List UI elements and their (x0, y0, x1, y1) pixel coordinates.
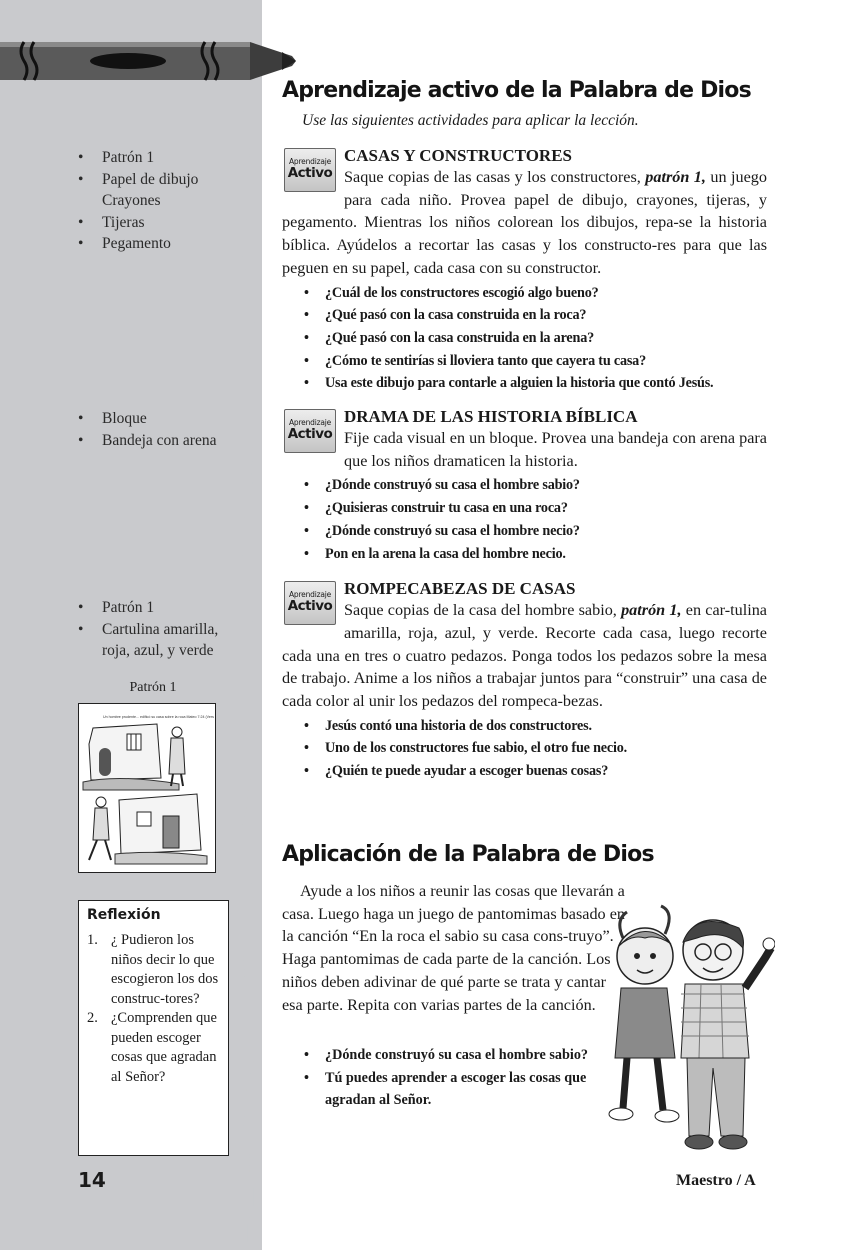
houses-illustration (79, 704, 214, 871)
list-item: • Tijeras (78, 212, 198, 234)
active-learning-badge (284, 409, 336, 453)
list-item: roja, azul, y verde (102, 642, 214, 659)
list-item: • ¿Qué pasó con la casa construida en la roca? (304, 304, 767, 327)
materials-list-1 (78, 147, 198, 255)
list-item: • Pon en la arena la casa del hombre necio. (304, 543, 767, 566)
application-text: Ayude a los niños a reunir las cosas que llevarán a casa. Luego haga un juego de pantomimas basado en la canción “En la roca el sabio su casa cons-truyo”. Haga pantomimas de cada parte de la canción. Los niños deben adivinar de qué parte se trata y cantar esa parte. Repita con varias partes de la canción. (282, 882, 625, 1014)
question-list (282, 282, 767, 396)
list-item: • Jesús contó una historia de dos constructores. (304, 715, 767, 738)
item-text: ¿Comprenden que pueden escoger cosas que agradan al Señor? (111, 1010, 217, 1085)
list-item: • ¿Qué pasó con la casa construida en la arena? (304, 327, 767, 350)
list-item: • Bloque (78, 408, 216, 430)
section-title: Aplicación de la Palabra de Dios (282, 842, 654, 867)
activity-drama (282, 407, 767, 565)
activity-title: CASAS Y CONSTRUCTORES (344, 146, 572, 165)
application-section (282, 840, 772, 1109)
pattern-thumbnail (78, 703, 216, 873)
children-illustration (605, 898, 775, 1158)
list-item: • ¿Quisieras construir tu casa en una roca? (304, 497, 767, 520)
active-learning-badge (284, 148, 336, 192)
list-item: • Usa este dibujo para contarle a alguien la historia que contó Jesús. (304, 372, 767, 395)
item-text: ¿ Pudieron los niños decir lo que escogieron los dos construc-tores? (111, 932, 219, 1007)
list-item: • ¿Dónde construyó su casa el hombre sabio? (304, 1044, 604, 1067)
item-number: 1. (87, 932, 98, 948)
badge-line2: Activo (287, 165, 333, 181)
badge-line1: Aprendizaje (288, 157, 332, 166)
activity-body: Fije cada visual en un bloque. Provea una bandeja con arena para que los niños dramaticen la historia. (344, 429, 767, 470)
crayon-graphic (0, 38, 300, 84)
list-item: • ¿Dónde construyó su casa el hombre necio? (304, 520, 767, 543)
badge-line2: Activo (287, 598, 333, 615)
reflection-box (78, 900, 229, 1156)
list-item: • ¿Dónde construyó su casa el hombre sabio? (304, 474, 767, 497)
materials-list-3 (78, 597, 218, 662)
wavy-edge (236, 0, 276, 1250)
list-item: • Papel de dibujo (78, 169, 198, 191)
list-item: • Uno de los constructores fue sabio, el otro fue necio. (304, 737, 767, 760)
badge-line2: Activo (287, 426, 333, 443)
badge-line1: Aprendizaje (288, 590, 332, 600)
question-list (282, 715, 767, 783)
section-title: Aprendizaje activo de la Palabra de Dios (282, 78, 751, 103)
reflection-list (87, 931, 222, 1087)
activity-casas (282, 146, 767, 395)
question-list (304, 1044, 604, 1112)
activity-rompecabezas (282, 579, 767, 783)
page-number: 14 (78, 1168, 106, 1192)
thumbnail-caption: Un hombre prudente... edificó su casa sobre la roca Mateo 7:24 (Versión) (103, 715, 214, 719)
list-item: • Cartulina amarilla, (78, 619, 218, 641)
list-item: • Pegamento (78, 233, 198, 255)
list-item: • ¿Quién te puede ayudar a escoger buenas cosas? (304, 760, 767, 783)
activity-title: DRAMA DE LAS HISTORIA BÍBLICA (344, 407, 638, 427)
reflection-title: Reflexión (87, 907, 161, 923)
main-content (282, 76, 767, 783)
list-item: • Bandeja con arena (78, 430, 216, 452)
question-list (282, 474, 767, 565)
activity-body: Saque copias de las casas y los constructores, patrón 1, un juego para cada niño. Provea papel de dibujo, crayones, tijeras, y pegamento. Mientras los niños colorean los dibujos, repa-se la historia bíblica. Ayúdelos a recortar las casas y los constructo-res para que las peguen en su papel, cada casa con su constructor. (282, 168, 767, 277)
badge-line1: Aprendizaje (288, 418, 332, 428)
thumbnail-label: Patrón 1 (129, 680, 177, 695)
list-item: Crayones (102, 192, 161, 209)
activity-body: Saque copias de la casa del hombre sabio, patrón 1, en car-tulina amarilla, roja, azul, y verde. Recorte cada casa, luego recorte cada una en tres o cuatro pedazos. Ponga todos los pedazos sobre la mesa de trabajo. Anime a los niños a trabajar juntos para “construir” una casa de cada color al unir los pedazos del rompeca-bezas. (282, 601, 767, 711)
list-item: • Patrón 1 (78, 147, 198, 169)
section-subtitle: Use las siguientes actividades para aplicar la lección. (302, 112, 639, 129)
list-item (87, 1009, 222, 1087)
active-learning-badge (284, 581, 336, 625)
list-item: • Patrón 1 (78, 597, 218, 619)
list-item (87, 931, 222, 1009)
materials-list-2 (78, 408, 216, 451)
list-item: • ¿Cómo te sentirías si lloviera tanto que cayera tu casa? (304, 350, 767, 373)
list-item: • Tú puedes aprender a escoger las cosas que agradan al Señor. (304, 1067, 604, 1112)
list-item: • ¿Cuál de los constructores escogió algo bueno? (304, 282, 767, 305)
activity-title: ROMPECABEZAS DE CASAS (344, 579, 576, 599)
item-number: 2. (87, 1010, 98, 1026)
footer-label: Maestro / A (676, 1172, 756, 1189)
